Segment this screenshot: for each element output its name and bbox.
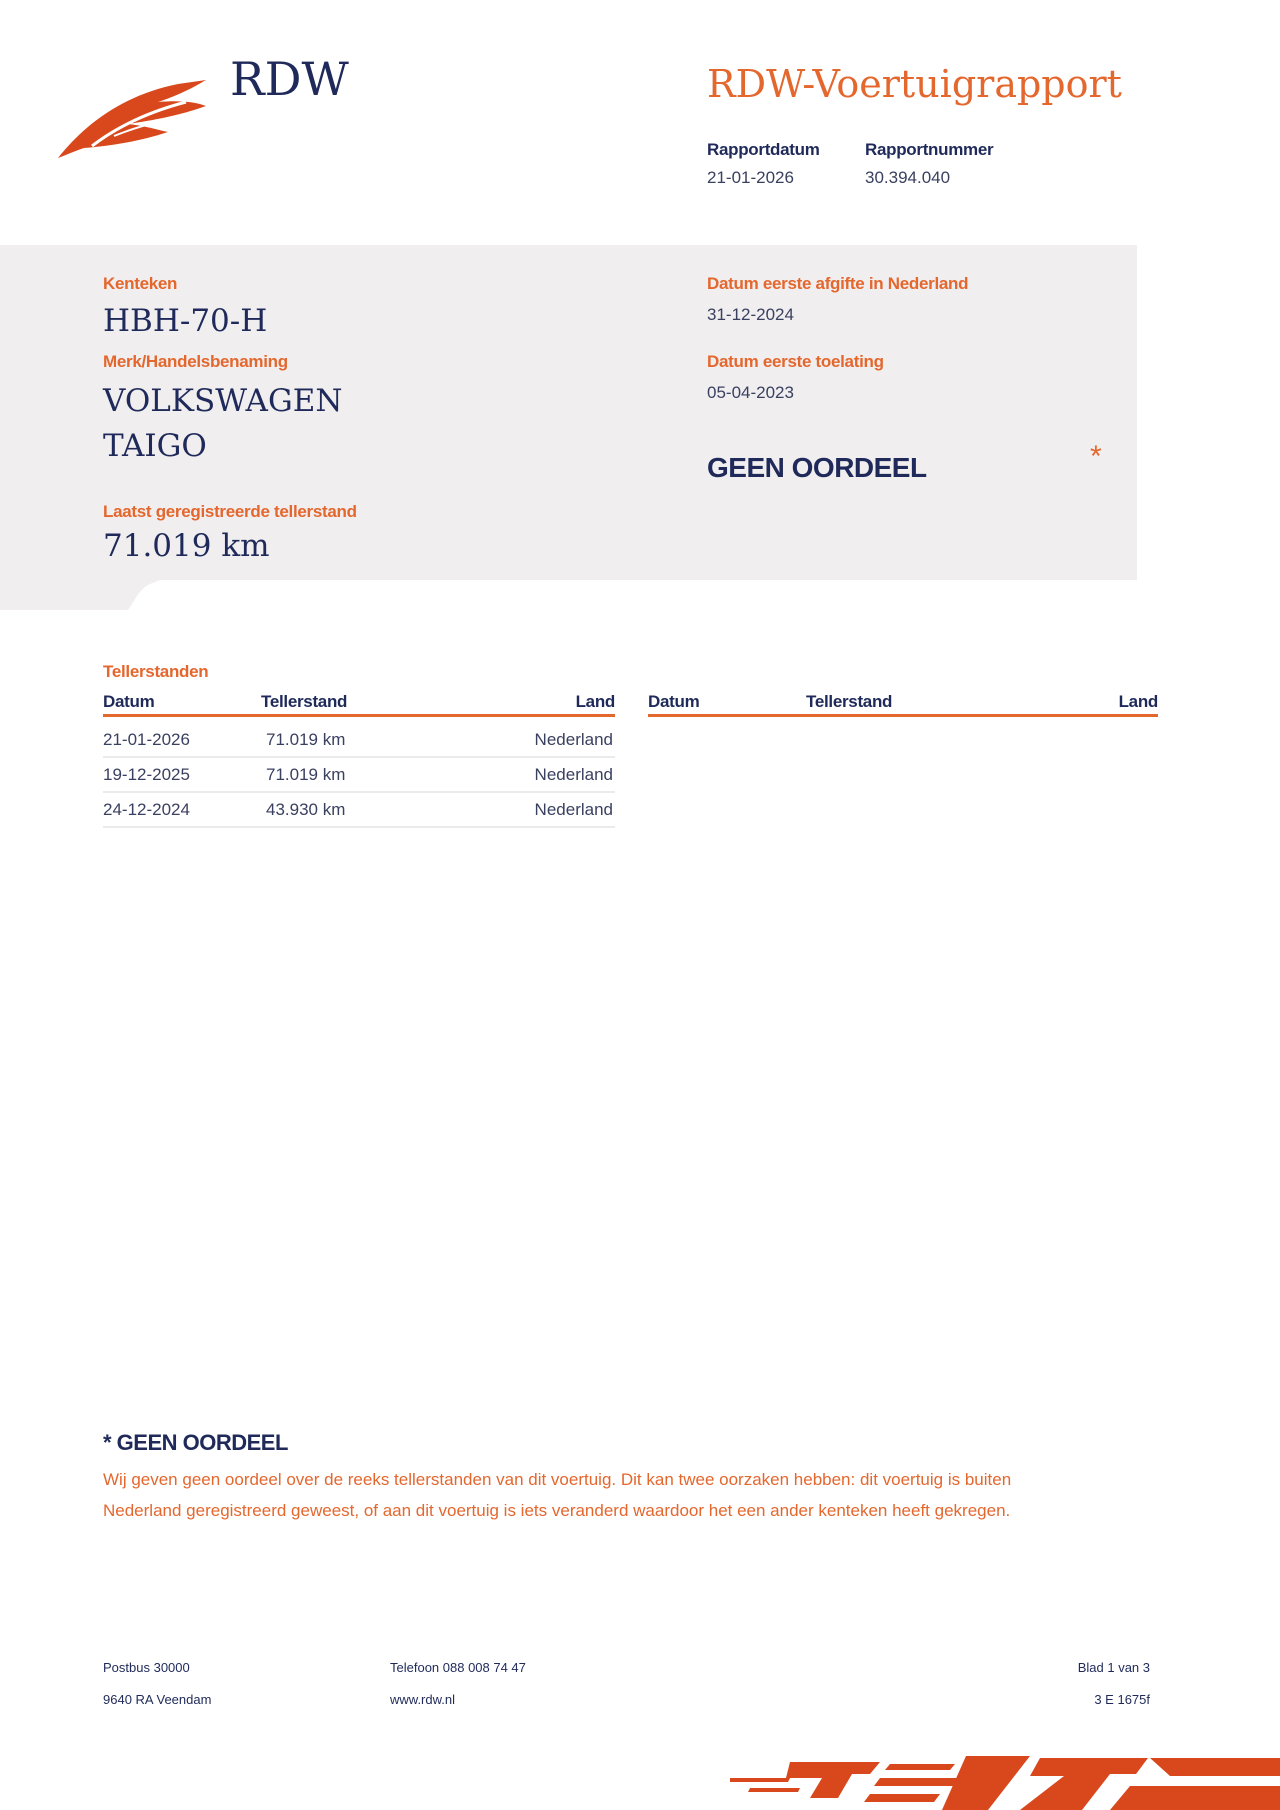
merk-value: VOLKSWAGEN [103,383,343,419]
column-header-land: Land [575,692,615,711]
row-datum: 19-12-2025 [103,765,190,784]
rdw-logo-icon [58,80,218,162]
afgifte-label: Datum eerste afgifte in Nederland [707,274,969,293]
page-title: RDW-Voertuigrapport [707,62,1122,106]
tellerstand-label: Laatst geregistreerde tellerstand [103,502,357,521]
tellerstand-value: 71.019 km [103,528,270,564]
report-date: 21-01-2026 [707,168,794,187]
column-header-land: Land [1118,692,1158,711]
table-row [103,757,615,793]
footer-telefoon: Telefoon 088 008 74 47 [390,1660,526,1675]
report-number: 30.394.040 [865,168,951,187]
column-header-tellerstand: Tellerstand [806,692,893,711]
toelating-label: Datum eerste toelating [707,352,884,371]
table-header-right [648,692,1158,717]
oordeel-footnote-marker: * [1090,440,1102,473]
row-tellerstand: 71.019 km [266,730,346,749]
row-land: Nederland [534,730,613,749]
column-header-tellerstand: Tellerstand [261,692,348,711]
kenteken-value: HBH-70-H [103,303,268,339]
rdw-stripes-icon [730,1752,1280,1810]
row-tellerstand: 43.930 km [266,800,346,819]
table-header-left [103,692,615,717]
row-land: Nederland [534,765,613,784]
brand-name: RDW [230,52,349,106]
model-value: TAIGO [103,428,207,464]
footer-postbus: Postbus 30000 [103,1660,190,1675]
row-datum: 21-01-2026 [103,730,190,749]
merk-label: Merk/Handelsbenaming [103,352,288,371]
row-datum: 24-12-2024 [103,800,190,819]
table-row [103,722,615,758]
footnote-title: * GEEN OORDEEL [103,1430,288,1455]
footer-city: 9640 RA Veendam [103,1692,212,1707]
row-tellerstand: 71.019 km [266,765,346,784]
tellerstanden-title: Tellerstanden [103,662,209,681]
footer-page-number: Blad 1 van 3 [1077,1660,1150,1675]
table-row [103,792,615,828]
report-date-label: Rapportdatum [707,140,820,159]
footer-website: www.rdw.nl [390,1692,456,1707]
afgifte-value: 31-12-2024 [707,305,794,324]
toelating-value: 05-04-2023 [707,383,794,402]
footnote-text: Wij geven geen oordeel over de reeks tellerstanden van dit voertuig. Dit kan twee oorzaken hebben: dit voertuig is buiten Nederland geregistreerd geweest, of aan dit voertuig is iets veranderd waardoor het een ander kenteken heeft gekregen. [103,1470,1012,1520]
panel-tab-shape [0,580,160,610]
column-header-datum: Datum [103,692,155,711]
report-number-label: Rapportnummer [865,140,994,159]
row-land: Nederland [534,800,613,819]
kenteken-label: Kenteken [103,274,178,293]
column-header-datum: Datum [648,692,700,711]
footer-code: 3 E 1675f [1094,1692,1150,1707]
oordeel-status: GEEN OORDEEL [707,452,927,483]
